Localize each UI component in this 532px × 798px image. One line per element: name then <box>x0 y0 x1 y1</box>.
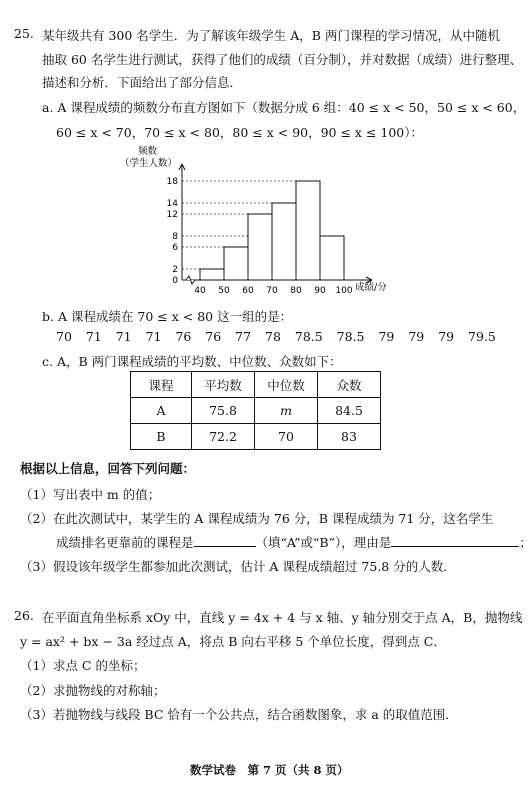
part-b-value: 78.5 <box>336 329 365 344</box>
table-cell: A <box>131 398 192 424</box>
q25-q2-text-a: 成绩排名更靠前的课程是 <box>56 535 194 550</box>
x-tick-label: 70 <box>266 286 278 296</box>
histogram-bar <box>296 181 320 280</box>
chart-ylabel-line1: 频数 <box>138 146 158 157</box>
part-b-value: 76 <box>205 329 222 344</box>
q25-question-3: （3）假设该年级学生都参加此次测试，估计 A 课程成绩超过 75.8 分的人数． <box>20 559 456 574</box>
q25-part-a-line-1: a. A 课程成绩的频数分布直方图如下（数据分成 6 组：40 ≤ x < 50，50 ≤ x < 60， <box>42 100 526 115</box>
histogram-bar <box>248 214 272 280</box>
part-b-value: 71 <box>145 329 162 344</box>
answer-blank-2[interactable] <box>391 536 519 547</box>
table-cell: 70 <box>255 424 318 450</box>
table-cell: 75.8 <box>192 398 255 424</box>
part-b-value: 79 <box>408 329 425 344</box>
q26-question-3: （3）若抛物线与线段 BC 恰有一个公共点，结合函数图象，求 a 的取值范围． <box>20 707 458 722</box>
q25-part-b-line: b. A 课程成绩在 70 ≤ x < 80 这一组的是： <box>42 309 293 324</box>
table-header-row <box>131 372 381 398</box>
x-tick-label: 80 <box>290 286 302 296</box>
table-cell: m <box>255 398 318 424</box>
y-tick-label: 12 <box>166 210 178 220</box>
answer-heading: 根据以上信息，回答下列问题： <box>20 461 196 476</box>
chart-ylabel-line2: （学生人数） <box>120 158 178 169</box>
histogram-bar <box>224 247 248 280</box>
part-b-value: 71 <box>115 329 132 344</box>
y-tick-label: 2 <box>172 265 178 275</box>
y-tick-label: 6 <box>172 243 178 253</box>
table-cell: 72.2 <box>192 424 255 450</box>
histogram-bar <box>200 269 224 280</box>
table-header-cell: 中位数 <box>255 372 318 398</box>
part-b-values-list <box>56 329 496 344</box>
table-cell: B <box>131 424 192 450</box>
x-tick-label: 40 <box>194 286 206 296</box>
y-tick-label: 0 <box>172 276 178 286</box>
q25-part-a-line-2: 60 ≤ x < 70，70 ≤ x < 80，80 ≤ x < 90，90 ≤ x ≤ 100）： <box>56 125 424 140</box>
part-b-value: 78 <box>265 329 281 344</box>
histogram-bar <box>320 236 344 280</box>
answer-blank-1[interactable] <box>194 536 256 547</box>
page-footer: 数学试卷 第 7 页（共 8 页） <box>190 763 349 777</box>
stats-table <box>130 371 381 450</box>
table-header-cell: 课程 <box>131 372 192 398</box>
part-b-value: 76 <box>175 329 192 344</box>
q26-question-2: （2）求抛物线的对称轴； <box>20 683 166 698</box>
y-tick-label: 8 <box>172 232 178 242</box>
y-tick-label: 14 <box>166 199 178 209</box>
x-tick-label: 100 <box>335 286 353 296</box>
q25-question-1: （1）写出表中 m 的值； <box>20 487 161 502</box>
q25-question-2-line-2 <box>56 533 532 551</box>
part-b-value: 77 <box>235 329 252 344</box>
part-b-value: 70 <box>56 329 72 344</box>
q25-intro-line-3: 描述和分析．下面给出了部分信息． <box>42 75 243 90</box>
q26-line-2: y = ax² + bx − 3a 经过点 A，将点 B 向右平移 5 个单位长度，得到点 C． <box>20 634 446 649</box>
y-tick-label: 18 <box>166 177 178 187</box>
x-tick-label: 60 <box>242 286 254 296</box>
table-cell: 83 <box>318 424 381 450</box>
table-row <box>131 424 381 450</box>
x-tick-label: 90 <box>314 286 326 296</box>
q26-number: 26. <box>14 608 34 623</box>
q25-q2-text-c: ； <box>519 535 532 550</box>
histogram-bar <box>272 203 296 280</box>
q25-intro-line-2: 抽取 60 名学生进行测试，获得了他们的成绩（百分制），并对数据（成绩）进行整理、 <box>42 52 523 67</box>
chart-xlabel: 成绩/分 <box>355 282 387 293</box>
part-b-value: 78.5 <box>294 329 323 344</box>
q25-number: 25. <box>14 26 34 41</box>
q26-line-1: 在平面直角坐标系 xOy 中，直线 y = 4x + 4 与 x 轴、y 轴分别交于点 A，B，抛物线 <box>42 610 523 625</box>
table-header-cell: 平均数 <box>192 372 255 398</box>
q26-question-1: （1）求点 C 的坐标； <box>20 658 146 673</box>
x-tick-label: 50 <box>218 286 230 296</box>
q25-question-2-line-1: （2）在此次测试中，某学生的 A 课程成绩为 76 分，B 课程成绩为 71 分，这名学生 <box>20 511 494 526</box>
q25-q2-text-b: （填“A”或“B”），理由是 <box>255 535 392 550</box>
q25-part-c-line: c. A，B 两门课程成绩的平均数、中位数、众数如下： <box>42 354 342 369</box>
part-b-value: 79 <box>438 329 455 344</box>
part-b-value: 79.5 <box>468 329 496 344</box>
table-row <box>131 398 381 424</box>
part-b-value: 71 <box>85 329 102 344</box>
table-header-cell: 众数 <box>318 372 381 398</box>
part-b-value: 79 <box>378 329 395 344</box>
q25-intro-line-1: 某年级共有 300 名学生．为了解该年级学生 A，B 两门课程的学习情况，从中随机 <box>42 28 500 43</box>
table-cell: 84.5 <box>318 398 381 424</box>
axis-break <box>186 276 195 284</box>
frequency-histogram <box>120 143 420 296</box>
